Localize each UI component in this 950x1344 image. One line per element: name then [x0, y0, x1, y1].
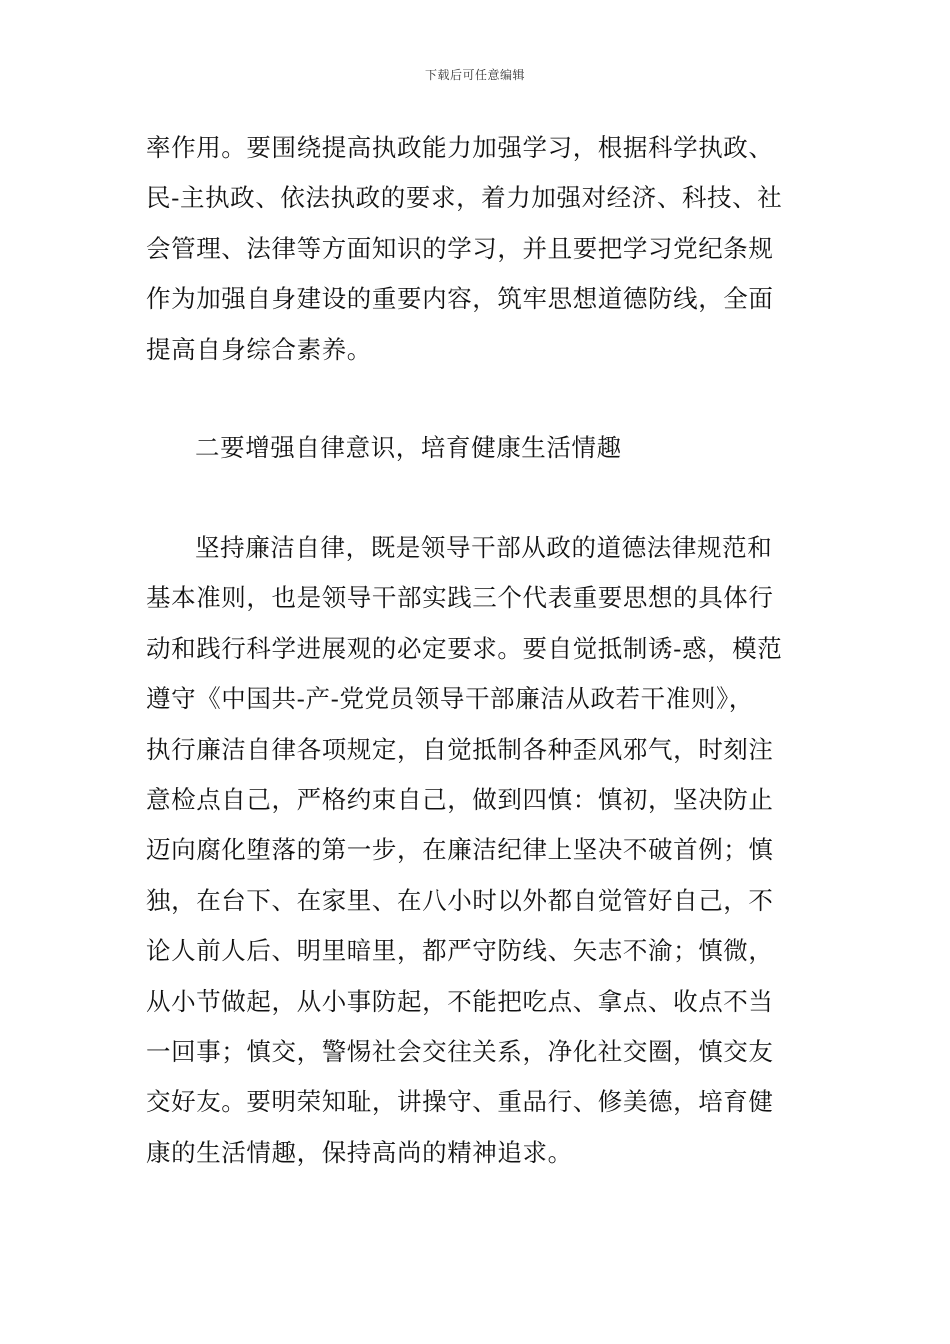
page-header: 下载后可任意编辑	[424, 68, 525, 82]
text-line: 一回事；慎交，警惕社会交往关系，净化社交圈，慎交友	[146, 1037, 774, 1067]
text-line: 迈向腐化堕落的第一步，在廉洁纪律上坚决不破首例；慎	[146, 835, 774, 865]
paragraph-1-text	[146, 123, 810, 375]
text-line: 动和践行科学进展观的必定要求。要自觉抵制诱-惑，模范	[146, 633, 783, 663]
text-line: 独，在台下、在家里、在八小时以外都自觉管好自己，不	[146, 885, 774, 915]
text-line: 提高自身综合素养。	[146, 334, 372, 364]
text-line: 率作用。要围绕提高执政能力加强学习，根据科学执政、	[146, 133, 774, 162]
text-line: 基本准则，也是领导干部实践三个代表重要思想的具体行	[146, 583, 774, 613]
text-line: 遵守《中国共-产-党党员领导干部廉洁从政若干准则》，	[146, 684, 754, 714]
text-line: 会管理、法律等方面知识的学习，并且要把学习党纪条规	[146, 233, 774, 263]
paragraph-2	[146, 523, 810, 1178]
text-line: 民-主执政、依法执政的要求，着力加强对经济、科技、社	[146, 183, 783, 213]
text-line: 坚持廉洁自律，既是领导干部从政的道德法律规范和	[195, 533, 773, 562]
text-line: 作为加强自身建设的重要内容，筑牢思想道德防线，全面	[146, 284, 774, 314]
text-line: 康的生活情趣，保持高尚的精神追求。	[146, 1137, 573, 1167]
paragraph-2-text	[146, 523, 810, 1178]
heading-line: 二要增强自律意识，培育健康生活情趣	[195, 433, 622, 462]
text-line: 执行廉洁自律各项规定，自觉抵制各种歪风邪气，时刻注	[146, 734, 774, 764]
section-heading	[146, 423, 810, 473]
text-line: 论人前人后、明里暗里，都严守防线、矢志不渝；慎微，	[146, 936, 774, 966]
section-heading-text	[146, 423, 810, 473]
text-line: 意检点自己，严格约束自己，做到四慎：慎初，坚决防止	[146, 785, 774, 815]
text-line: 从小节做起，从小事防起，不能把吃点、拿点、收点不当	[146, 986, 774, 1016]
text-line: 交好友。要明荣知耻，讲操守、重品行、修美德，培育健	[146, 1087, 774, 1117]
paragraph-1	[146, 123, 810, 375]
